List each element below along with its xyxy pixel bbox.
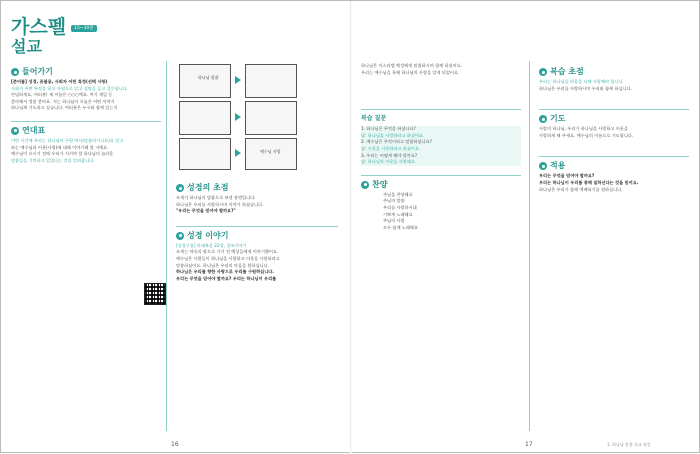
divider bbox=[539, 109, 689, 110]
answer: 답: 하나님과 이웃을 사랑해요. bbox=[361, 159, 417, 165]
section-heading-story: 성경 이야기 bbox=[176, 231, 338, 241]
column-rule bbox=[166, 61, 167, 431]
apply-paragraph: 하나님은 우리가 함께 예배하기를 원하십니다. bbox=[539, 186, 623, 192]
illustration-panel-6 bbox=[245, 138, 297, 170]
illustration-panel-5 bbox=[179, 138, 231, 170]
illustration-panel-4 bbox=[245, 101, 297, 135]
recap-paragraph: 우리는 하나님을 마음을 다해 사랑해야 합니다. bbox=[539, 79, 624, 84]
lyric-line: 주님의 사랑 bbox=[383, 218, 405, 224]
intro-meta: [준비물] 성경, 쥬볼용, 사회자 어린 특정(선택 사항) bbox=[11, 79, 108, 84]
divider bbox=[11, 121, 161, 122]
story-paragraph: 예수님은 사람들이 하나님을 사랑하고 이웃을 사랑하라고 bbox=[176, 255, 280, 261]
lyric-line: 주님을 찬양해요 bbox=[383, 191, 413, 197]
lyric-line: 기쁘게 노래해요 bbox=[383, 211, 413, 217]
page-gutter bbox=[350, 1, 352, 454]
panel-caption: 예수님 사랑 bbox=[260, 149, 281, 154]
section-icon bbox=[176, 184, 184, 192]
answer: 답: 하나님을 사랑하라고 하셨어요. bbox=[361, 132, 425, 138]
right-column-b bbox=[539, 63, 689, 428]
divider bbox=[539, 156, 689, 157]
timeline-paragraph: 하는 예수님과 이웃(사랑)에 대해 이야기해 볼 거예요. bbox=[11, 144, 109, 150]
qr-code[interactable] bbox=[144, 283, 166, 305]
intro-instruction: 사회자 어떤 특정을 하고 자원으로 알고 설명을 들고 질문합니다. bbox=[11, 85, 129, 91]
section-heading-recap: 복습 초점 bbox=[539, 67, 689, 77]
focus-question: "우리는 무엇을 믿어야 할까요?" bbox=[176, 208, 236, 214]
story-paragraph: 말씀하셨어요. 하나님은 우리의 마음을 원하십니다. bbox=[176, 262, 269, 268]
apply-paragraph: 우리는 무엇을 믿어야 할까요? bbox=[539, 173, 595, 179]
answer: 답: 이웃을 사랑하라고 하셨어요. bbox=[361, 145, 421, 151]
timeline-paragraph: 예수님이 오시기 전에 우리가 지키야 할 하나님의 놀라운 bbox=[11, 151, 114, 157]
section-heading-intro: 들어가기 bbox=[11, 67, 161, 77]
song-lyrics bbox=[361, 192, 521, 232]
focus-paragraph: 모세가 하나님의 말씀으로 보낸 장면입니다. bbox=[176, 195, 256, 200]
prayer-paragraph: 사랑하게 해 주세요. 예수님의 이름으로 기도합니다. bbox=[539, 132, 634, 138]
divider bbox=[361, 175, 521, 176]
section-icon bbox=[11, 68, 19, 76]
music-icon bbox=[361, 181, 369, 189]
divider bbox=[176, 226, 338, 227]
divider bbox=[361, 109, 521, 110]
middle-column bbox=[176, 179, 338, 434]
running-footer: 1. 하나님 말씀 설교 영상 bbox=[607, 442, 651, 447]
apply-paragraph: 우리는 하나님이 우리를 통해 일하신다는 것을 믿어요. bbox=[539, 179, 639, 185]
question: 1. 하나님은 무엇을 하셨나요? bbox=[361, 126, 416, 132]
arrow-right-icon bbox=[235, 149, 241, 157]
timeline-paragraph: 말씀들을 기억하고 있었다는 것을 알려줍니다. bbox=[11, 157, 95, 163]
right-column-a bbox=[361, 63, 521, 428]
lyric-line: 모두 함께 노래해요 bbox=[383, 224, 419, 230]
section-icon bbox=[176, 232, 184, 240]
page-title: 가스펠 bbox=[11, 16, 67, 38]
body-paragraph: 우리는 예수님을 통해 하나님의 사랑을 알게 되었어요. bbox=[361, 69, 460, 75]
timeline-paragraph: 이번 시간에 우리는 하나님의 구원 역사(말씀하시나요)를 알고 bbox=[11, 137, 124, 143]
panel-caption: 하나님 말씀 bbox=[198, 75, 219, 80]
section-heading-timeline: 연대표 bbox=[11, 126, 161, 136]
body-paragraph: 하나님은 이스라엘 백성에게 말씀하시며 함께 하셨어요. bbox=[361, 63, 463, 68]
illustration-panel-2 bbox=[245, 64, 297, 98]
illustration-panel-1 bbox=[179, 64, 231, 98]
question: 3. 우리는 어떻게 해야 할까요? bbox=[361, 152, 418, 158]
page-number-right: 17 bbox=[525, 441, 533, 448]
story-meta: [성경구절] 마태복음 22장, 창조이야기 bbox=[176, 242, 247, 248]
section-heading-apply: 적용 bbox=[539, 161, 689, 171]
arrow-right-icon bbox=[235, 76, 241, 84]
intro-paragraph: 좋아해서 정말 좋아요. 저는 하나님이 오늘은 어떤 이야기 bbox=[11, 98, 115, 104]
time-badge: 15~30분 bbox=[71, 25, 97, 32]
section-heading-song: 찬양 bbox=[361, 180, 521, 190]
recap-paragraph: 하나님은 우리를 사랑하시며 우리와 함께 하십니다. bbox=[539, 85, 632, 91]
section-icon bbox=[11, 127, 19, 135]
column-rule bbox=[529, 61, 530, 431]
story-paragraph: 우리는 무엇을 믿어야 할까요? 우리는 하나님이 우리를 bbox=[176, 275, 277, 281]
lyric-line: 주님의 말씀 bbox=[383, 198, 405, 204]
intro-paragraph: 하나님께 기도하고 싶습니다. 여러분은 누구와 함께 있는지 bbox=[11, 105, 118, 111]
focus-paragraph: 하나님은 우리를 사랑하시며 이야기 하셨습니다. bbox=[176, 201, 264, 207]
arrow-right-icon bbox=[235, 113, 241, 121]
story-paragraph: 하나님은 우리를 향한 사랑으로 우리를 구원하십니다. bbox=[176, 269, 274, 275]
left-column bbox=[11, 63, 161, 428]
question: 2. 예수님은 무엇이라고 말씀하셨나요? bbox=[361, 139, 432, 145]
page-subtitle: 설교 bbox=[11, 37, 42, 56]
review-questions bbox=[361, 126, 521, 166]
story-paragraph: 모세는 약속의 땅으로 가기 전 백성들에게 이야기했어요. bbox=[176, 249, 279, 255]
section-icon bbox=[539, 162, 547, 170]
page-number-left: 16 bbox=[171, 441, 179, 448]
prayer-icon bbox=[539, 115, 547, 123]
intro-paragraph: 안녕하세요, 여러분! 제 이름은 ○○○예요. 여기 제일 동 bbox=[11, 92, 113, 98]
section-icon bbox=[539, 68, 547, 76]
section-heading-review: 복습 질문 bbox=[361, 115, 387, 123]
illustration-panel-3 bbox=[179, 101, 231, 135]
section-heading-focus: 성경의 초점 bbox=[176, 183, 338, 193]
prayer-paragraph: 사랑의 하나님, 우리가 하나님을 사랑하고 이웃을 bbox=[539, 126, 628, 132]
page-header bbox=[11, 17, 97, 56]
lyric-line: 우리를 사랑하시네 bbox=[383, 204, 417, 210]
section-heading-prayer: 기도 bbox=[539, 114, 689, 124]
